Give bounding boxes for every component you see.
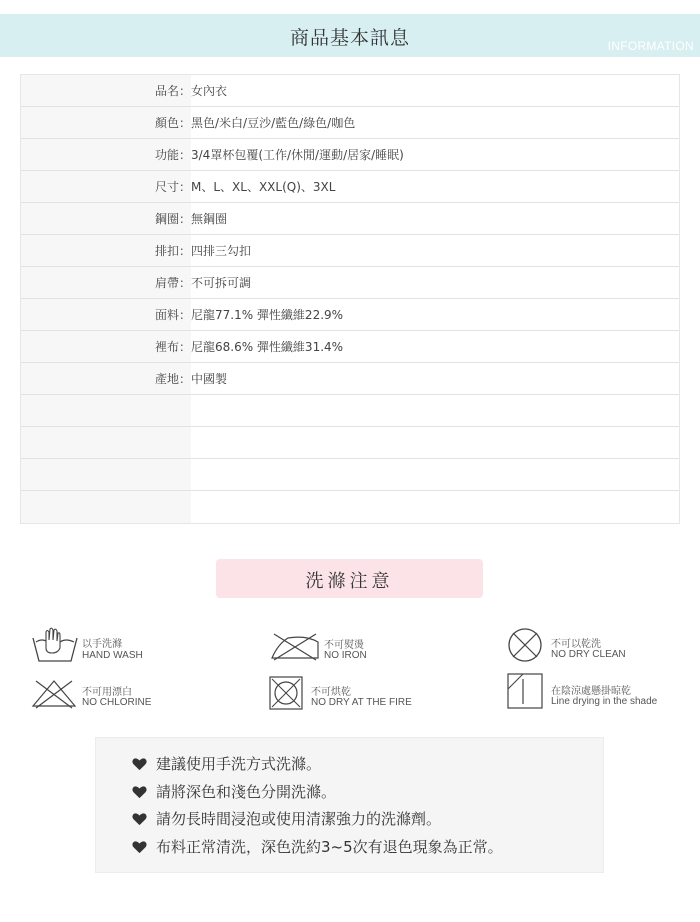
info-row-hooks <box>21 235 679 267</box>
product-info-table <box>20 74 680 524</box>
info-text: 尺寸：M、L、XL、XXL(Q)、3XL <box>155 180 336 194</box>
care-label-en: Line drying in the shade <box>551 696 658 707</box>
care-label-zh: 不可以乾洗 <box>551 639 601 650</box>
info-row-origin <box>21 363 679 395</box>
info-row-empty <box>21 459 679 491</box>
info-text: 鋼圈：無鋼圈 <box>155 212 228 226</box>
care-label-en: NO DRY CLEAN <box>551 649 626 660</box>
care-label-en: NO CHLORINE <box>82 697 152 708</box>
care-label-en: HAND WASH <box>82 650 143 661</box>
no-tumble-dry-icon <box>268 675 304 711</box>
info-row-straps <box>21 267 679 299</box>
info-text: 肩帶：不可拆可調 <box>155 276 252 290</box>
info-text: 功能：3/4罩杯包覆(工作/休閒/運動/居家/睡眠) <box>155 148 404 162</box>
line-dry-shade-icon <box>506 672 544 710</box>
info-row-underwire <box>21 203 679 235</box>
heart-icon <box>132 757 147 771</box>
info-row-color <box>21 107 679 139</box>
note-text: 建議使用手洗方式洗滌。 <box>156 755 322 773</box>
care-label-en: NO IRON <box>324 650 367 661</box>
care-line-dry-shade <box>506 672 676 712</box>
care-label-zh: 以手洗滌 <box>82 639 122 650</box>
heart-icon <box>132 840 147 854</box>
section-title: 商品基本訊息 <box>289 27 410 49</box>
info-row-name <box>21 75 679 107</box>
info-text: 顏色：黑色/米白/豆沙/藍色/綠色/咖色 <box>155 116 356 130</box>
care-label-zh: 在陰涼處懸掛晾乾 <box>551 686 631 697</box>
washing-title-band <box>216 559 483 598</box>
info-row-empty <box>21 395 679 427</box>
info-text: 產地：中國製 <box>155 372 228 386</box>
no-bleach-icon <box>30 677 78 709</box>
info-text: 品名：女內衣 <box>155 84 228 98</box>
care-label-zh: 不可烘乾 <box>311 687 351 698</box>
info-text: 排扣：四排三勾扣 <box>155 244 252 258</box>
info-row-size <box>21 171 679 203</box>
care-label-zh: 不可熨燙 <box>324 640 364 651</box>
no-dry-clean-icon <box>506 626 544 664</box>
note-text: 請勿長時間浸泡或使用清潔強力的洗滌劑。 <box>156 810 442 828</box>
info-text: 面料：尼龍77.1% 彈性纖維22.9% <box>155 308 344 322</box>
care-label-zh: 不可用漂白 <box>82 687 132 698</box>
washing-notes-box <box>95 737 604 873</box>
info-header-band <box>0 14 700 57</box>
washing-title: 洗滌注意 <box>305 571 394 592</box>
info-row-lining <box>21 331 679 363</box>
care-no-tumble-dry <box>268 675 428 713</box>
info-text: 裡布：尼龍68.6% 彈性纖維31.4% <box>155 340 344 354</box>
care-no-chlorine <box>30 677 200 713</box>
note-text: 請將深色和淺色分開洗滌。 <box>156 783 337 801</box>
care-hand-wash <box>30 626 200 666</box>
no-iron-icon <box>268 630 322 662</box>
hand-wash-icon <box>30 626 80 664</box>
info-row-fabric <box>21 299 679 331</box>
section-subtitle: INFORMATION <box>607 39 694 53</box>
info-row-empty <box>21 427 679 459</box>
info-row-function <box>21 139 679 171</box>
info-row-empty <box>21 491 679 523</box>
care-no-iron <box>268 630 408 666</box>
heart-icon <box>132 812 147 826</box>
care-label-en: NO DRY AT THE FIRE <box>311 697 412 708</box>
care-no-dry-clean <box>506 626 646 666</box>
heart-icon <box>132 785 147 799</box>
note-text: 布料正常清洗，深色洗約3~5次有退色現象為正常。 <box>156 838 503 856</box>
